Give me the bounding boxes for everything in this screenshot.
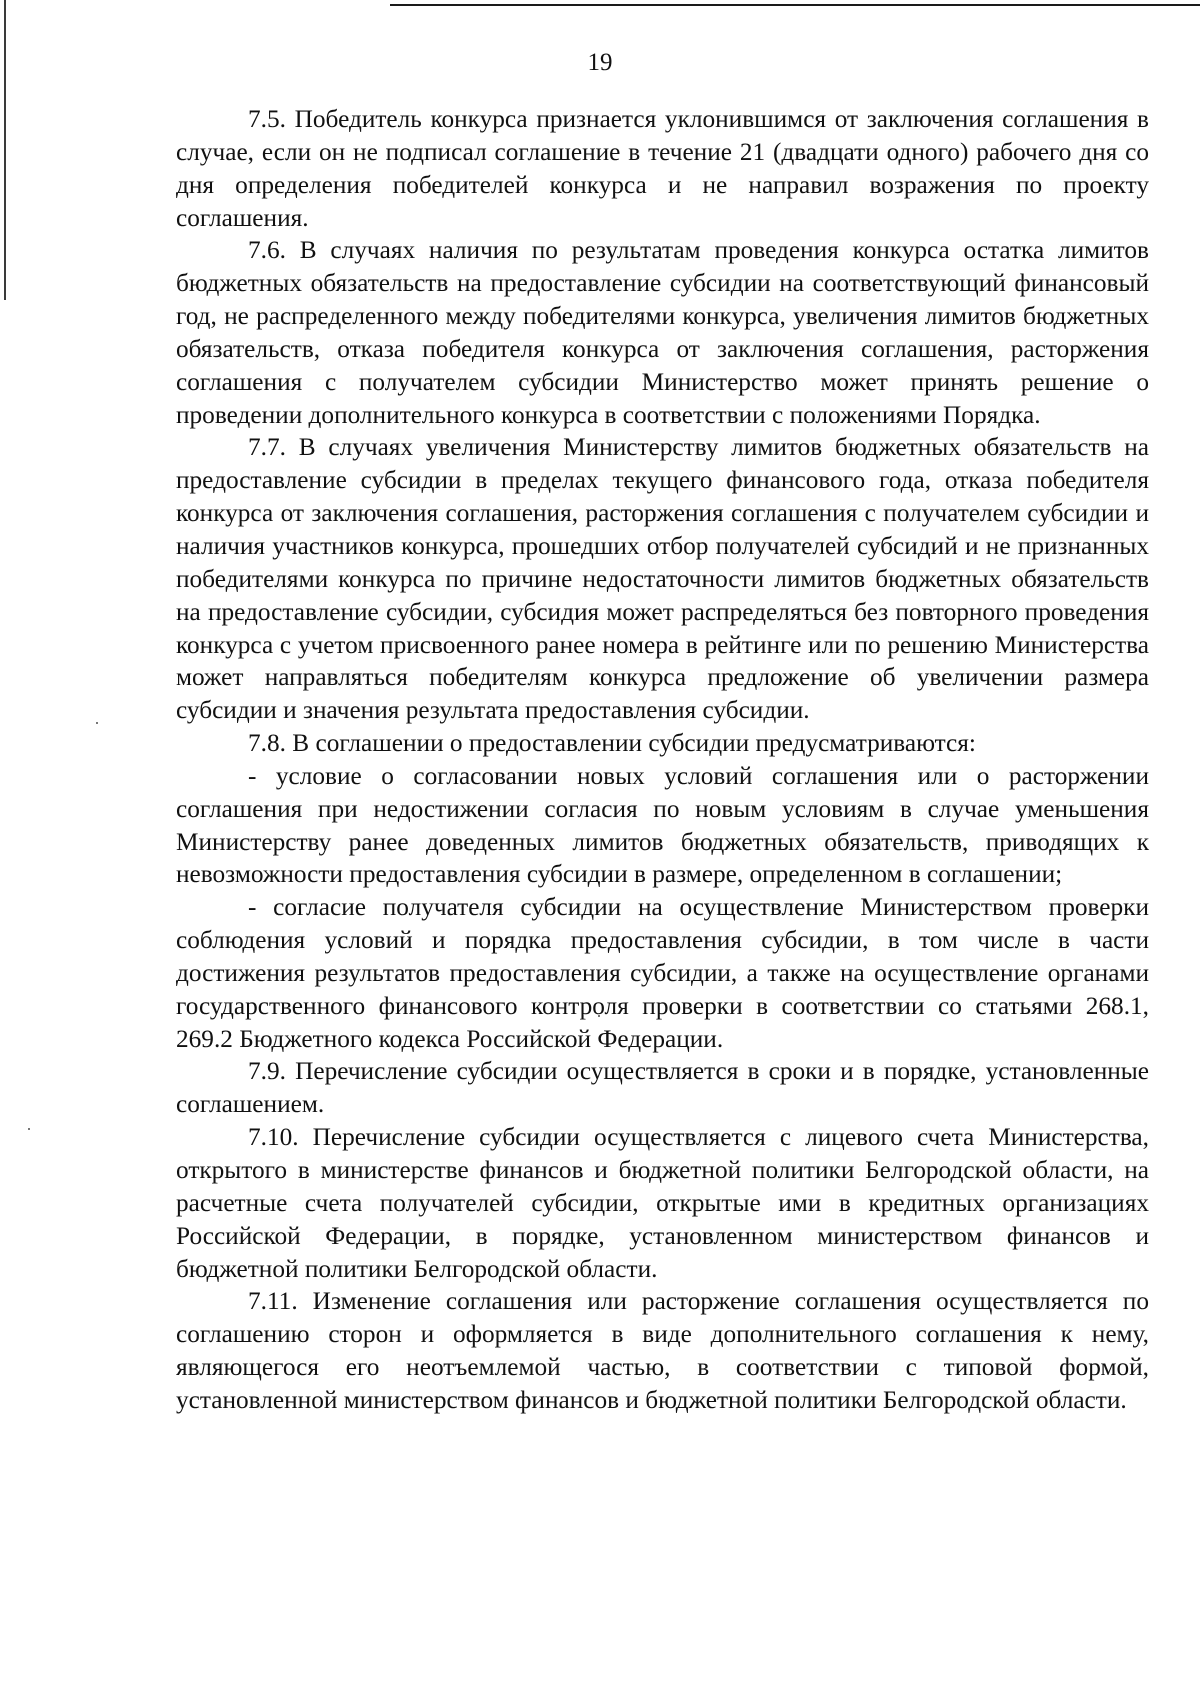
scan-speck [96,722,98,724]
paragraph-7-11: 7.11. Изменение соглашения или расторжение соглашения осуществляется по соглашению сторон и оформляется в виде дополнительного соглашения к нему, являющегося его неотъемлемой частью, в соответствии с типовой формой, установленной министерством финансов и бюджетной политики Белгородской области. [176,1287,1149,1414]
list-item-consent: - согласие получателя субсидии на осуществление Министерством проверки соблюдения условий и порядка предоставления субсидии, в том числе в части достижения результатов предоставления субсидии, а также на осуществление органами государственного финансового контроля проверки в соответствии со статьями 268.1, 269.2 Бюджетного кодекса Российской Федерации. [176,893,1149,1053]
paragraph-7-6: 7.6. В случаях наличия по результатам проведения конкурса остатка лимитов бюджетных обязательств на предоставление субсидии на соответствующий финансовый год, не распределенного между победителями конкурса, увеличения лимитов бюджетных обязательств, отказа победителя конкурса от заключения соглашения, расторжения соглашения с получателем субсидии Министерство может принять решение о проведении дополнительного конкурса в соответствии с положениями Порядка. [176,236,1149,429]
paragraph-7-5: 7.5. Победитель конкурса признается уклонившимся от заключения соглашения в случае, если он не подписал соглашение в течение 21 (двадцати одного) рабочего дня со дня определения победителей конкурса и не направил возражения по проекту соглашения. [176,105,1149,232]
document-body [176,103,1149,1417]
paragraph-7-8: 7.8. В соглашении о предоставлении субсидии предусматриваются: [248,729,976,758]
paragraph-7-9: 7.9. Перечисление субсидии осуществляется в сроки и в порядке, установленные соглашением. [176,1057,1149,1119]
scan-top-edge-line [390,4,1200,6]
page-number: 19 [587,49,613,76]
scan-speck [28,1128,30,1130]
scan-left-edge-line [4,0,6,300]
paragraph-7-10: 7.10. Перечисление субсидии осуществляется с лицевого счета Министерства, открытого в министерстве финансов и бюджетной политики Белгородской области, на расчетные счета получателей субсидии, открытые ими в кредитных организациях Российской Федерации, в порядке, установленном министерством финансов и бюджетной политики Белгородской области. [176,1123,1149,1283]
list-item-condition: - условие о согласовании новых условий соглашения или о расторжении соглашения при недостижении согласия по новым условиям в случае уменьшения Министерству ранее доведенных лимитов бюджетных обязательств, приводящих к невозможности предоставления субсидии в размере, определенном в соглашении; [176,761,1149,889]
paragraph-7-7: 7.7. В случаях увеличения Министерству лимитов бюджетных обязательств на предоставление субсидии в пределах текущего финансового года, отказа победителя конкурса от заключения соглашения, расторжения соглашения с получателем субсидии и наличия участников конкурса, прошедших отбор получателей субсидий и не признанных победителями конкурса по причине недостаточности лимитов бюджетных обязательств на предоставление субсидии, субсидия может распределяться без повторного проведения конкурса с учетом присвоенного ранее номера в рейтинге или по решению Министерства может направляться победителям конкурса предложение об увеличении размера субсидии и значения результата предоставления субсидии. [176,433,1149,725]
